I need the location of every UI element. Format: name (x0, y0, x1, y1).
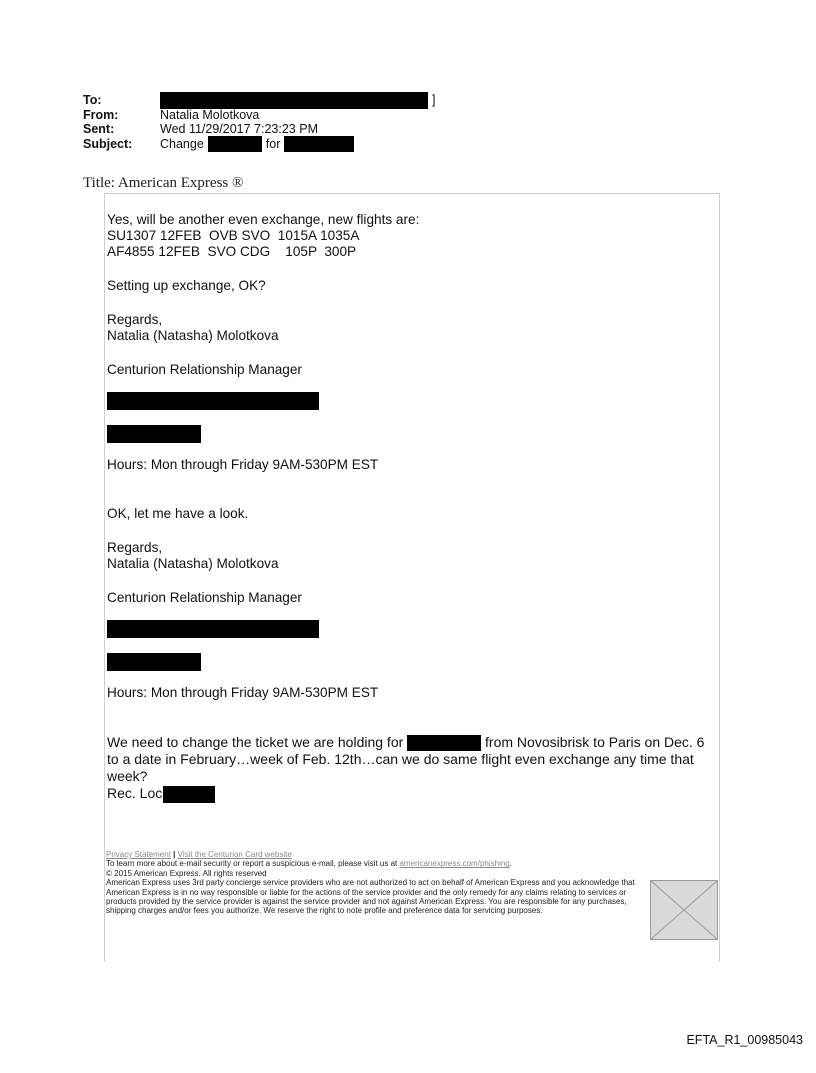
reply1-hours: Hours: Mon through Friday 9AM-530PM EST (107, 457, 379, 472)
reply1-signature-name: Natalia (Natasha) Molotkova (107, 328, 279, 343)
message-body (107, 212, 717, 803)
privacy-statement-link[interactable]: Privacy Statement (106, 850, 171, 859)
subject-text-for: for (265, 136, 281, 151)
subject-label: Subject: (83, 136, 133, 151)
subject-value (160, 136, 354, 152)
redaction-box (163, 786, 215, 803)
original-line1 (107, 734, 717, 751)
footer-separator: | (173, 850, 176, 859)
reply1-flight2: AF4855 12FEB SVO CDG 105P 300P (107, 244, 357, 259)
redaction-box (107, 425, 201, 443)
sent-value: Wed 11/29/2017 7:23:23 PM (160, 122, 318, 137)
original-part1: We need to change the ticket we are holding for (107, 734, 404, 750)
disclaimer: American Express uses 3rd party concierge service providers who are not authorized to act on behalf of American Express and you acknowledge that American Express is in no way responsible or liable for the actions of the service provider and the only remedy for any claims relating to services or products provided by the service provider is against the service provider and not against American Express. You are responsible for any purchases, shipping charges and/or fees you authorize. We reserve the right to note profile and preference data for servicing purposes. (106, 878, 635, 916)
to-bracket: ] (432, 93, 436, 108)
to-label: To: (83, 93, 102, 108)
email-header (83, 93, 435, 151)
security-period: . (509, 859, 512, 869)
redaction-box (284, 136, 354, 152)
legal-footer (106, 850, 652, 916)
bates-number: EFTA_R1_00985043 (686, 1033, 803, 1047)
subject-row (83, 137, 435, 152)
centurion-website-link[interactable]: Visit the Centurion Card website (177, 850, 292, 859)
original-recloc (107, 785, 717, 803)
sent-row (83, 122, 435, 137)
reply1-regards: Regards, (107, 312, 163, 327)
reply2-line1: OK, let me have a look. (107, 506, 249, 521)
reply2-signature-role: Centurion Relationship Manager (107, 590, 302, 605)
reply2-hours: Hours: Mon through Friday 9AM-530PM EST (107, 685, 379, 700)
image-placeholder-icon (651, 881, 717, 939)
broken-image-placeholder (650, 880, 718, 940)
email-title: Title: American Express ® (83, 175, 244, 191)
redaction-box (107, 620, 319, 638)
subject-text-change: Change (160, 136, 204, 151)
reply2-regards: Regards, (107, 540, 163, 555)
sent-label: Sent: (83, 122, 115, 137)
reply1-signature-role: Centurion Relationship Manager (107, 362, 302, 377)
security-notice (106, 859, 652, 868)
redaction-box (107, 653, 201, 671)
to-row (83, 93, 435, 108)
redaction-box (407, 735, 481, 751)
reply1-line1: Yes, will be another even exchange, new flights are: (107, 212, 420, 227)
reply2-signature-name: Natalia (Natasha) Molotkova (107, 556, 279, 571)
redaction-box (208, 136, 262, 152)
original-line3: week? (107, 768, 148, 785)
original-line2: to a date in February…week of Feb. 12th…can we do same flight even exchange any time that (107, 751, 694, 768)
security-text: To learn more about e-mail security or report a suspicious e-mail, please visit us at (106, 859, 398, 869)
recloc-label: Rec. Loc (107, 785, 163, 802)
footer-links (106, 850, 652, 859)
from-label: From: (83, 107, 119, 122)
phishing-link[interactable]: americanexpress.com/phishing (399, 859, 510, 869)
redaction-box (160, 92, 428, 109)
redaction-box (107, 392, 319, 410)
reply1-flight1: SU1307 12FEB OVB SVO 1015A 1035A (107, 228, 360, 243)
original-part2: from Novosibrisk to Paris on Dec. 6 (485, 734, 705, 750)
from-value: Natalia Molotkova (160, 107, 260, 122)
from-row (83, 108, 435, 123)
to-value (160, 92, 435, 109)
reply1-setting: Setting up exchange, OK? (107, 278, 266, 293)
copyright: © 2015 American Express. All rights reserved (106, 868, 267, 878)
